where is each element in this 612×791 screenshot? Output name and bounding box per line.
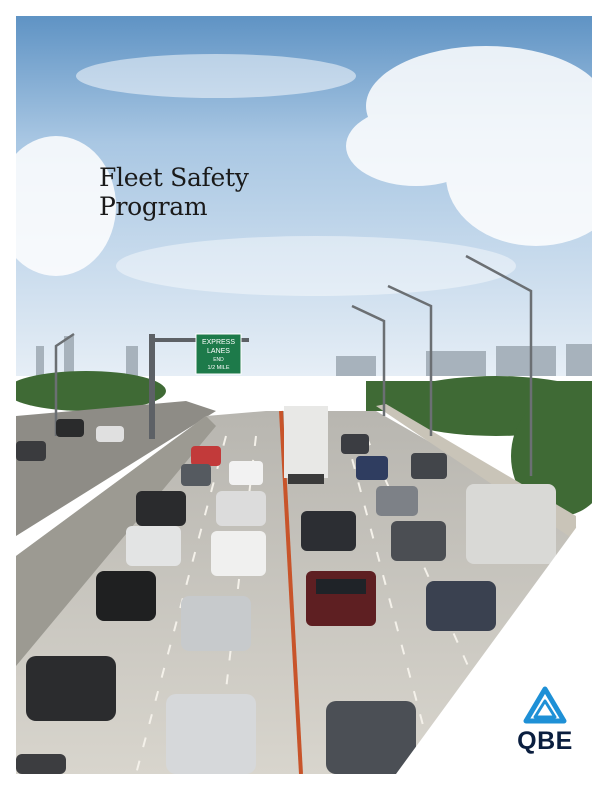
document-title <box>99 163 249 221</box>
svg-text:END: END <box>213 357 224 363</box>
title-line-2: Program <box>99 192 208 221</box>
svg-text:LANES: LANES <box>207 348 230 355</box>
qbe-logo <box>512 685 578 757</box>
brand-name: QBE <box>517 727 573 755</box>
title-line-1: Fleet Safety <box>99 163 249 192</box>
express-lanes-sign <box>196 334 241 374</box>
cover-photo <box>16 16 592 774</box>
svg-text:1/2 MILE: 1/2 MILE <box>207 365 230 371</box>
svg-text:EXPRESS: EXPRESS <box>201 339 236 346</box>
qbe-triangle-icon <box>512 685 578 727</box>
